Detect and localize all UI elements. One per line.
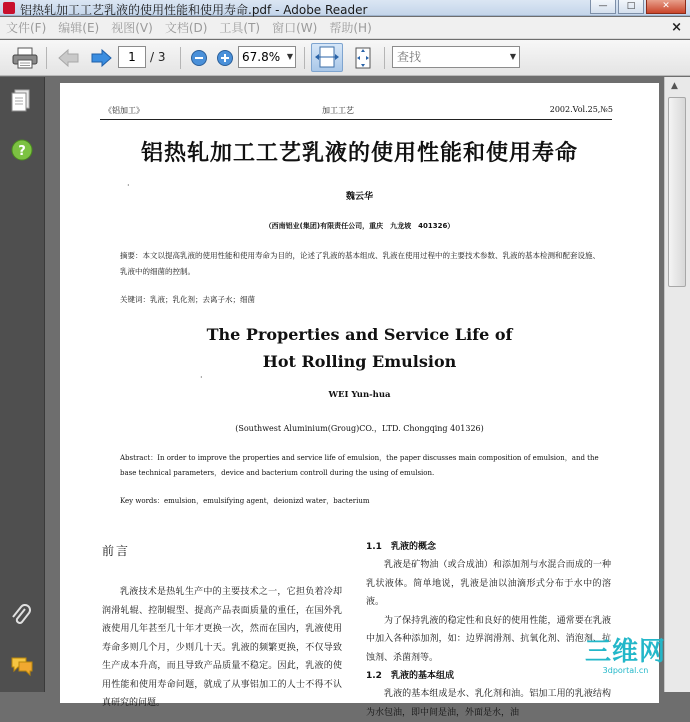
scrollbar-thumb[interactable] [668, 97, 686, 287]
watermark-url: 3dportal.cn [602, 666, 649, 675]
chevron-down-icon: ▼ [509, 52, 516, 61]
close-button[interactable]: ✕ [646, 0, 686, 14]
document-close-button[interactable]: × [671, 20, 682, 35]
minimize-button[interactable]: — [590, 0, 616, 14]
body-left-column [102, 538, 342, 713]
keywords-english: Key words：emulsion，emulsifying agent，deionizd water，bacterium [120, 497, 370, 505]
volume-info: 2002.Vol.25,№5 [549, 105, 613, 114]
menu-document[interactable]: 文档(D) [164, 21, 208, 35]
title-english [60, 321, 659, 375]
section-header: 加工工艺 [322, 106, 354, 115]
next-page-icon[interactable] [90, 49, 112, 71]
scroll-up-icon[interactable]: ▲ [671, 81, 678, 91]
help-icon[interactable] [11, 139, 33, 165]
header-rule [100, 119, 612, 120]
preface-heading: 前言 [102, 544, 131, 558]
zoom-level-select[interactable] [238, 46, 296, 68]
zoom-level-value: 67.8% [242, 50, 281, 64]
maximize-button[interactable]: □ [618, 0, 644, 14]
menu-window[interactable]: 窗口(W) [272, 21, 318, 35]
menu-help[interactable]: 帮助(H) [329, 21, 372, 35]
fit-page-icon[interactable] [350, 45, 376, 71]
attachment-icon[interactable] [10, 604, 32, 632]
toolbar [0, 40, 690, 76]
zoom-in-icon[interactable] [216, 49, 234, 71]
keywords-chinese: 关键词：乳液；乳化剂；去离子水；细菌 [120, 295, 255, 304]
section-1-2-heading: 1.2 乳液的基本组成 [366, 671, 454, 681]
page-total-label: / 3 [150, 50, 166, 64]
navigation-panel [0, 77, 45, 692]
title-chinese: 铝热轧加工工艺乳液的使用性能和使用寿命 [140, 140, 578, 166]
pdf-page: 《铝加工》 加工工艺 2002.Vol.25,№5 铝热轧加工工艺乳液的使用性能和使用寿命 · 魏云华 （西南铝业(集团)有限责任公司，重庆 九龙坡 401326） 摘要：本文以提高乳液的使用性能和使用寿命为目的，论述了乳液的基本组成、乳液在使用过程中的主要技术参数、乳液的基本检测和配套设施、乳液中的细菌的控制。 关键词：乳液；乳化剂；去离子水；细菌 The Properties and Service Life of Hot Rolling Emulsion · WEI Yun-hua (Southwest Aluminium(Groug)CO.，LTD. Chongqing 401326) Abstract：In order to improve the properties and service life of emulsion，the paper discusses main composition of emulsion，and the base technical parameters，device and bacterium controll during the using of emulsion. Key words：emulsion，emulsifying agent，deionizd water，bacterium 前言 乳液技术是热轧生产中的主要技术之一，它担负着冷却润滑轧辊、控制辊型、提高产品表面质量的重任，在国外乳液使用几年甚至几十年才更换一次，然而在国内，乳液使用寿命多则几个月，少则几十天。乳液的频繁更换，不仅导致生产成本升高，而且导致产品质量不稳定。因此，乳液的使用性能和使用寿命问题，就成了从事铝加工的人士不得不认真研究的问题。 1.1 乳液的概念 乳液是矿物油（或合成油）和添加剂与水混合而成的一种乳状液体。简单地说，乳液是油以油滴形式分布于水中的溶液。 为了保持乳液的稳定性和良好的使用性能，通常要在乳液中加入各种添加剂，如：边界润滑剂、抗氧化剂、消泡剂、抗蚀剂、杀菌剂等。 1.2 乳液的基本组成 乳液的基本组成是水、乳化剂和油。铝加工用的乳液结构为水包油，即中间是油，外面是水，油 [60, 83, 659, 703]
pages-icon[interactable] [10, 89, 32, 117]
search-placeholder: 查找 [397, 50, 422, 64]
section-1-1-paragraph-2: 为了保持乳液的稳定性和良好的使用性能，通常要在乳液中加入各种添加剂，如：边界润滑剂、抗氧化剂、消泡剂、抗蚀剂、杀菌剂等。 [366, 615, 611, 663]
affiliation-chinese: （西南铝业(集团)有限责任公司，重庆 九龙坡 401326） [264, 222, 455, 230]
title-bar [0, 0, 690, 16]
menu-edit[interactable]: 编辑(E) [58, 21, 100, 35]
section-1-2-paragraph: 乳液的基本组成是水、乳化剂和油。铝加工用的乳液结构为水包油，即中间是油，外面是水，油 [366, 689, 611, 718]
body-right-column [366, 538, 611, 722]
title-english-line1: The Properties and Service Life of [206, 325, 513, 344]
menu-bar [0, 17, 690, 39]
print-icon[interactable] [12, 47, 38, 69]
author-english: WEI Yun-hua [328, 390, 391, 400]
title-english-line2: Hot Rolling Emulsion [262, 352, 457, 371]
window-title: 铝热轧加工工艺乳液的使用性能和使用寿命.pdf - Adobe Reader [20, 3, 368, 17]
author-chinese: 魏云华 [345, 192, 373, 202]
abstract-chinese: 摘要：本文以提高乳液的使用性能和使用寿命为目的，论述了乳液的基本组成、乳液在使用过程中的主要技术参数、乳液的基本检测和配套设施、乳液中的细菌的控制。 [120, 251, 600, 276]
section-1-1-paragraph-1: 乳液是矿物油（或合成油）和添加剂与水混合而成的一种乳状液体。简单地说，乳液是油以油滴形式分布于水中的溶液。 [366, 560, 611, 607]
menu-tools[interactable]: 工具(T) [219, 21, 261, 35]
vertical-scrollbar[interactable] [664, 77, 690, 692]
affiliation-english: (Southwest Aluminium(Groug)CO.，LTD. Chongqing 401326) [235, 424, 484, 433]
menu-view[interactable]: 视图(V) [111, 21, 153, 35]
comments-icon[interactable] [10, 655, 34, 681]
adobe-reader-icon [3, 2, 15, 14]
search-input[interactable] [392, 46, 520, 68]
abstract-english: Abstract：In order to improve the properties and service life of emulsion，the paper discusses main composition of emulsion，and the base technical parameters，device and bacterium controll during the using of emulsion. [120, 454, 599, 477]
section-1-1-heading: 1.1 乳液的概念 [366, 542, 436, 552]
page-number-input[interactable]: 1 [118, 46, 146, 68]
watermark-logo [585, 638, 666, 675]
preface-paragraph: 乳液技术是热轧生产中的主要技术之一，它担负着冷却润滑轧辊、控制辊型、提高产品表面质量的重任，在国外乳液使用几年甚至几十年才更换一次，然而在国内，乳液使用寿命多则几个月，少则几十天。乳液的频繁更换，不仅导致生产成本升高，而且导致产品质量不稳定。因此，乳液的使用性能和使用寿命问题，就成了从事铝加工的人士不得不认真研究的问题。 [102, 587, 342, 708]
document-viewport[interactable] [46, 77, 667, 718]
svg-text:?: ? [18, 144, 26, 159]
menu-file[interactable]: 文件(F) [6, 21, 47, 35]
watermark-text: 三维网 [585, 637, 667, 667]
previous-page-icon[interactable] [58, 49, 80, 71]
journal-name: 《铝加工》 [104, 106, 144, 115]
zoom-out-icon[interactable] [190, 49, 208, 71]
fit-width-button[interactable] [311, 43, 343, 72]
chevron-down-icon: ▼ [286, 52, 293, 61]
